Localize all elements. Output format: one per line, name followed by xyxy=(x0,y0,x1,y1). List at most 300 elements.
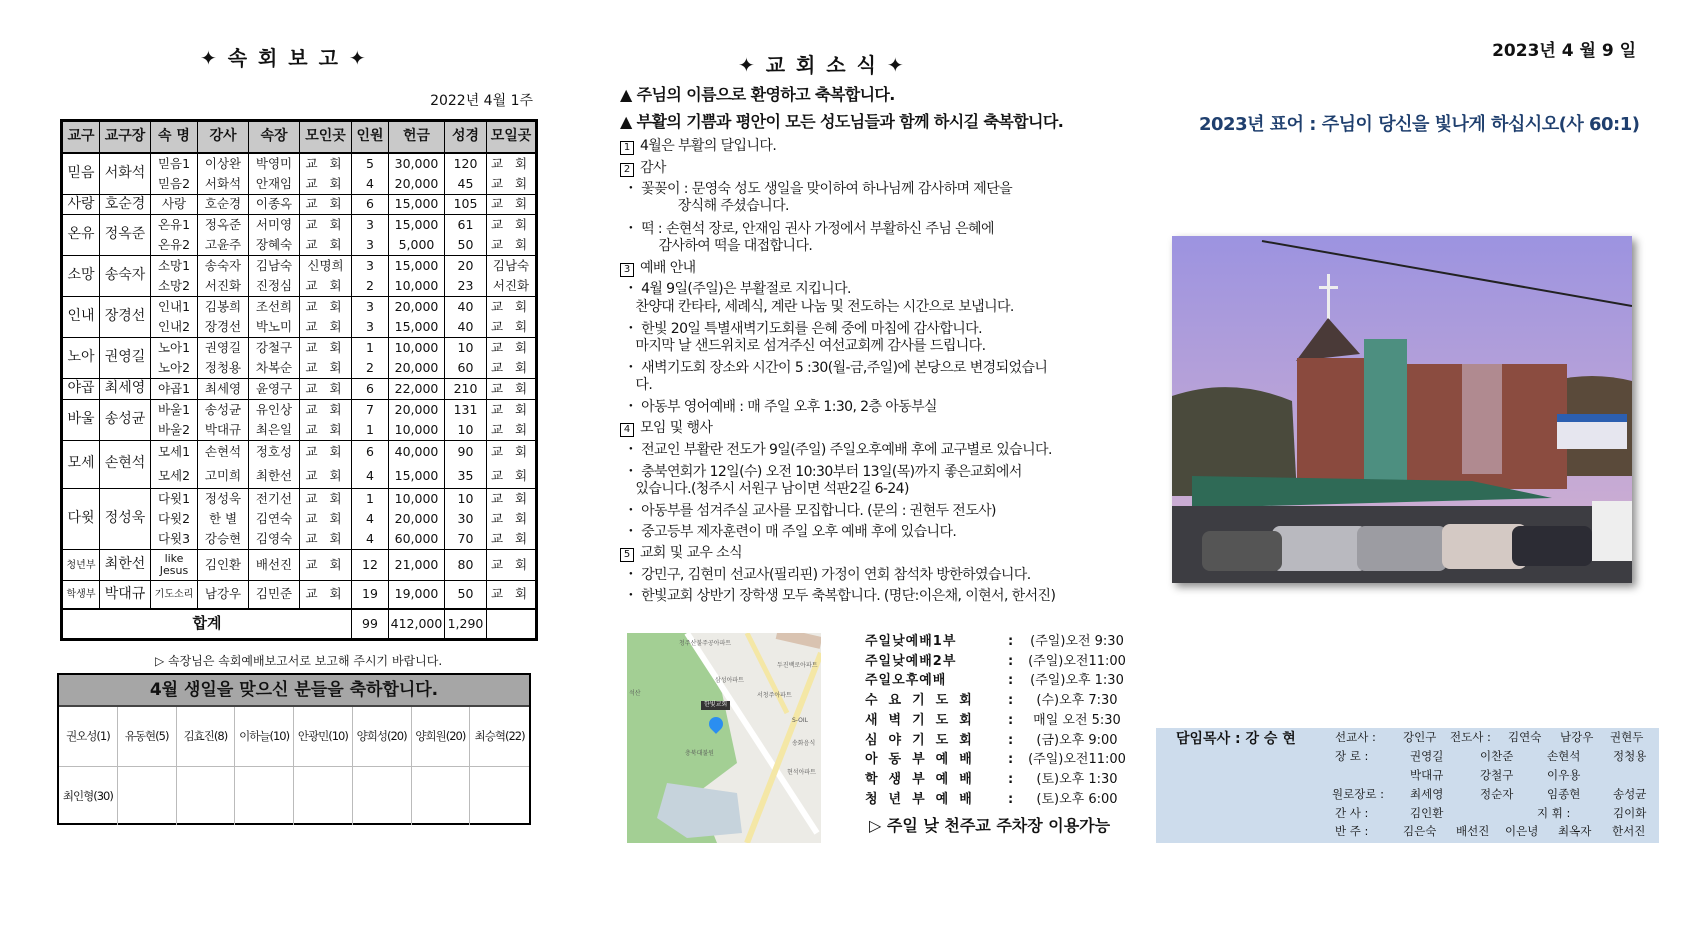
cell: 90 xyxy=(445,440,487,464)
cell: 40 xyxy=(445,297,487,318)
column-header: 교구장 xyxy=(100,121,151,154)
group-leader: 장경선 xyxy=(100,297,151,338)
news-line xyxy=(620,282,851,296)
section-number-box: 3 xyxy=(620,263,634,277)
news-line xyxy=(620,239,812,253)
cell: 정옥준 xyxy=(198,215,249,236)
cell: 20,000 xyxy=(389,174,445,195)
staff-entry: 권현두 xyxy=(1610,730,1644,744)
cell: 교 회 xyxy=(300,317,352,338)
news-line xyxy=(620,300,1014,314)
cell: 고윤주 xyxy=(198,235,249,256)
news-text: ・ 중고등부 제자훈련이 매 주일 오후 예배 후에 있습니다. xyxy=(620,524,957,540)
cell: 20,000 xyxy=(389,358,445,379)
news-line xyxy=(620,199,789,213)
news-text: ・ 아동부 영어예배 : 매 주일 오후 1:30, 2층 아동부실 xyxy=(620,399,937,415)
column-header: 인원 xyxy=(352,121,389,154)
cell: 전기선 xyxy=(249,488,300,509)
group-leader: 손현석 xyxy=(100,440,151,488)
cell: 기도소리 xyxy=(151,581,198,609)
cell: 교 회 xyxy=(300,276,352,297)
cell: 한 별 xyxy=(198,509,249,530)
group-leader: 송숙자 xyxy=(100,256,151,297)
cell: 19,000 xyxy=(389,581,445,609)
cell: 김남숙 xyxy=(249,256,300,277)
cell: 안재임 xyxy=(249,174,300,195)
cell: 교 회 xyxy=(300,174,352,195)
cell: 최세영 xyxy=(198,379,249,400)
news-text: 장식해 주셨습니다. xyxy=(620,198,789,214)
schedule-label: 수요기도회 xyxy=(865,693,983,709)
report-note: ▷ 속장님은 속회예배보고서로 보고해 주시기 바랍니다. xyxy=(155,654,443,668)
section-number-box: 2 xyxy=(620,163,634,177)
cell: 박영미 xyxy=(249,153,300,174)
schedule-label: 주일오후예배 xyxy=(865,673,947,689)
staff-entry: 원로장로 : xyxy=(1332,787,1384,801)
cell: 송성균 xyxy=(198,399,249,420)
cell: 교 회 xyxy=(300,235,352,256)
cell: 교 회 xyxy=(300,464,352,488)
cell: 교 회 xyxy=(300,581,352,609)
cell: 210 xyxy=(445,379,487,400)
cell: 60 xyxy=(445,358,487,379)
cell: 소망2 xyxy=(151,276,198,297)
cell: 노아1 xyxy=(151,338,198,359)
bulletin-date: 2023년 4 월 9 일 xyxy=(1492,41,1636,61)
cell: 2 xyxy=(352,358,389,379)
cell: 사랑 xyxy=(151,194,198,215)
cell: 15,000 xyxy=(389,317,445,338)
news-text: ・ 아동부를 섬겨주실 교사를 모집합니다. (문의 : 권현두 전도사) xyxy=(620,503,996,519)
schedule-row xyxy=(865,655,1135,670)
schedule-row xyxy=(865,773,1135,788)
map-label: 현석아파트 xyxy=(787,769,816,776)
birthday-grid xyxy=(59,707,529,825)
news-text: 교회 및 교우 소식 xyxy=(640,545,743,561)
news-text: ・ 한빛교회 상반기 장학생 모두 축복합니다. (명단:이은채, 이현서, 한서진) xyxy=(620,588,1056,604)
staff-entry: 강인구 xyxy=(1403,730,1437,744)
cell: 20,000 xyxy=(389,297,445,318)
group-leader: 정옥준 xyxy=(100,215,151,256)
cell: 정성욱 xyxy=(198,488,249,509)
cell: 김영숙 xyxy=(249,529,300,550)
map-label: 송화음식 xyxy=(792,740,816,747)
total-members: 99 xyxy=(352,609,389,640)
news-line xyxy=(620,114,1063,130)
cell: 10 xyxy=(445,338,487,359)
church-building-image xyxy=(1172,236,1632,583)
cell: 7 xyxy=(352,399,389,420)
news-text: ・ 새벽기도회 장소와 시간이 5 :30(월-금,주일)에 본당으로 변경되었습니 xyxy=(620,360,1048,376)
cell: 30,000 xyxy=(389,153,445,174)
cell: 35 xyxy=(445,464,487,488)
cell: 4 xyxy=(352,174,389,195)
news-line xyxy=(620,421,712,437)
cell: 1 xyxy=(352,338,389,359)
map-marker-label: 한빛교회 xyxy=(701,701,730,710)
map-label: 서청주아파트 xyxy=(757,692,792,699)
birthday-cell xyxy=(353,767,412,825)
news-text: ・ 4월 9일(주일)은 부활절로 지킵니다. xyxy=(620,281,851,297)
schedule-time: (주일)오전11:00 xyxy=(1028,752,1126,768)
staff-entry: 정순자 xyxy=(1480,787,1514,801)
birthday-cell: 양희원(20) xyxy=(412,707,471,767)
group-leader: 송성균 xyxy=(100,399,151,440)
cell: 교 회 xyxy=(487,509,537,530)
birthday-cell: 양희성(20) xyxy=(353,707,412,767)
staff-entry: 김인환 xyxy=(1410,806,1444,820)
group-name: 사랑 xyxy=(62,194,100,215)
cell: 정호성 xyxy=(249,440,300,464)
news-line xyxy=(620,182,1012,196)
cell: 6 xyxy=(352,440,389,464)
cell: 정청용 xyxy=(198,358,249,379)
table-row xyxy=(62,194,537,215)
news-line xyxy=(620,568,1031,582)
table-row xyxy=(62,379,537,400)
cell: 이상완 xyxy=(198,153,249,174)
cell: 교 회 xyxy=(487,529,537,550)
cell: 10 xyxy=(445,488,487,509)
column-header: 속 명 xyxy=(151,121,198,154)
schedule-time: (수)오후 7:30 xyxy=(1036,693,1118,709)
group-leader: 호순경 xyxy=(100,194,151,215)
report-title: ✦ 속 회 보 고 ✦ xyxy=(200,46,368,70)
table-row xyxy=(62,440,537,464)
total-empty xyxy=(487,609,537,640)
schedule-colon: : xyxy=(1008,712,1014,728)
cell: 조선희 xyxy=(249,297,300,318)
staff-entry: 한서진 xyxy=(1612,824,1646,838)
group-name: 인내 xyxy=(62,297,100,338)
staff-entry: 반 주 : xyxy=(1335,824,1369,838)
cell: 4 xyxy=(352,529,389,550)
cell: 교 회 xyxy=(487,235,537,256)
schedule-time: (주일)오전 9:30 xyxy=(1030,634,1124,649)
cell: 교 회 xyxy=(300,550,352,581)
report-period: 2022년 4월 1주 xyxy=(430,93,533,109)
cell: 교 회 xyxy=(487,153,537,174)
birthday-cell xyxy=(412,767,471,825)
cell: 교 회 xyxy=(300,509,352,530)
cell: 고미희 xyxy=(198,464,249,488)
yearly-motto: 2023년 표어 : 주님이 당신을 빛나게 하십시오(사 60:1) xyxy=(1199,114,1640,135)
cell: 교 회 xyxy=(300,153,352,174)
birthday-cell: 최인형(30) xyxy=(59,767,118,825)
cell: 바울1 xyxy=(151,399,198,420)
cell: like Jesus xyxy=(151,550,198,581)
schedule-row xyxy=(865,635,1135,650)
map-label: 석산 xyxy=(629,690,641,697)
cell: 105 xyxy=(445,194,487,215)
news-line xyxy=(620,400,937,414)
schedule-label: 심야기도회 xyxy=(865,732,983,748)
group-name: 믿음 xyxy=(62,153,100,194)
cell: 강철구 xyxy=(249,338,300,359)
table-row xyxy=(62,399,537,420)
schedule-time: (주일)오후 1:30 xyxy=(1030,673,1124,689)
cell: 교 회 xyxy=(300,215,352,236)
cell: 유인상 xyxy=(249,399,300,420)
group-name: 다윗 xyxy=(62,488,100,550)
cell: 인내2 xyxy=(151,317,198,338)
table-header-row xyxy=(62,121,537,154)
news-text: 다. xyxy=(620,377,653,393)
group-name: 모세 xyxy=(62,440,100,488)
senior-pastor: 담임목사 : 강 승 현 xyxy=(1176,731,1296,747)
cell: 교 회 xyxy=(487,399,537,420)
group-leader: 박대규 xyxy=(100,581,151,609)
staff-entry: 강철구 xyxy=(1480,768,1514,782)
group-name: 학생부 xyxy=(62,581,100,609)
cell: 10,000 xyxy=(389,338,445,359)
schedule-label: 주일낮예배1부 xyxy=(865,634,957,649)
cell: 교 회 xyxy=(300,399,352,420)
cell: 김인환 xyxy=(198,550,249,581)
column-header: 성경 xyxy=(445,121,487,154)
group-name: 바울 xyxy=(62,399,100,440)
news-line xyxy=(620,546,742,562)
cell: 20,000 xyxy=(389,399,445,420)
map-label: 충북대불원 xyxy=(685,750,714,757)
schedule-time: (금)오후 9:00 xyxy=(1036,732,1118,748)
group-name: 노아 xyxy=(62,338,100,379)
birthday-cell: 안광민(10) xyxy=(294,707,353,767)
news-line xyxy=(620,443,1052,457)
cell: 10 xyxy=(445,420,487,441)
cell: 23 xyxy=(445,276,487,297)
cell: 1 xyxy=(352,488,389,509)
cell: 교 회 xyxy=(487,174,537,195)
cell: 5 xyxy=(352,153,389,174)
church-map[interactable] xyxy=(627,633,821,843)
cell: 15,000 xyxy=(389,194,445,215)
cell: 80 xyxy=(445,550,487,581)
cell: 20 xyxy=(445,256,487,277)
cell: 남강우 xyxy=(198,581,249,609)
cell: 70 xyxy=(445,529,487,550)
news-text: ▲ 부활의 기쁨과 평안이 모든 성도님들과 함께 하시길 축복합니다. xyxy=(620,112,1064,131)
cell: 교 회 xyxy=(487,338,537,359)
cell: 믿음2 xyxy=(151,174,198,195)
staff-entry: 권영길 xyxy=(1410,749,1444,763)
column-header: 모인곳 xyxy=(300,121,352,154)
birthday-cell: 김효진(8) xyxy=(177,707,236,767)
birthday-cell xyxy=(470,767,529,825)
cell: 손현석 xyxy=(198,440,249,464)
cell: 15,000 xyxy=(389,215,445,236)
cell: 45 xyxy=(445,174,487,195)
news-line xyxy=(620,161,666,177)
schedule-label: 청년부예배 xyxy=(865,791,983,807)
cell: 박노미 xyxy=(249,317,300,338)
map-label: 삼성아파트 xyxy=(715,677,744,684)
column-header: 속장 xyxy=(249,121,300,154)
group-name: 소망 xyxy=(62,256,100,297)
cell: 모세2 xyxy=(151,464,198,488)
cell: 박대규 xyxy=(198,420,249,441)
news-text: 찬양대 칸타타, 세례식, 계란 나눔 및 전도하는 시간으로 보냅니다. xyxy=(620,299,1014,315)
news-line xyxy=(620,139,776,155)
cell: 온유2 xyxy=(151,235,198,256)
cell: 노아2 xyxy=(151,358,198,379)
staff-entry: 최세영 xyxy=(1410,787,1444,801)
birthday-cell xyxy=(235,767,294,825)
church-photo xyxy=(1172,236,1632,583)
birthday-cell xyxy=(294,767,353,825)
schedule-colon: : xyxy=(1008,771,1014,787)
cell: 교 회 xyxy=(300,379,352,400)
column-header: 헌금 xyxy=(389,121,445,154)
cell: 다윗1 xyxy=(151,488,198,509)
cell: 5,000 xyxy=(389,235,445,256)
cell: 모세1 xyxy=(151,440,198,464)
news-line xyxy=(620,339,985,353)
cell: 김연숙 xyxy=(249,509,300,530)
cell: 최한선 xyxy=(249,464,300,488)
news-text: ・ 강민구, 김현미 선교사(필리핀) 가정이 연회 참석차 방한하였습니다. xyxy=(620,567,1031,583)
cell: 50 xyxy=(445,581,487,609)
schedule-row xyxy=(865,674,1135,689)
cell: 서진화 xyxy=(198,276,249,297)
cell: 4 xyxy=(352,509,389,530)
news-text: 4월은 부활의 달입니다. xyxy=(640,138,777,154)
news-text: ・ 전교인 부활란 전도가 9일(주일) 주일오후예배 후에 교구별로 있습니다. xyxy=(620,442,1052,458)
table-row xyxy=(62,215,537,236)
staff-entry: 선교사 : xyxy=(1335,730,1376,744)
section-number-box: 1 xyxy=(620,141,634,155)
staff-entry: 남강우 xyxy=(1560,730,1594,744)
column-header: 모일곳 xyxy=(487,121,537,154)
cell: 15,000 xyxy=(389,256,445,277)
news-text: ▲ 주님의 이름으로 환영하고 축복합니다. xyxy=(620,85,895,104)
news-line xyxy=(620,589,1055,603)
cell: 60,000 xyxy=(389,529,445,550)
table-row xyxy=(62,297,537,318)
schedule-label: 학생부예배 xyxy=(865,771,983,787)
cell: 김남숙 xyxy=(487,256,537,277)
schedule-row xyxy=(865,734,1135,749)
news-text: 감사 xyxy=(640,160,666,176)
cell: 6 xyxy=(352,379,389,400)
staff-entry: 전도사 : xyxy=(1450,730,1491,744)
staff-entry: 정청용 xyxy=(1613,749,1647,763)
cell: 3 xyxy=(352,317,389,338)
cell: 교 회 xyxy=(487,358,537,379)
staff-entry: 김연숙 xyxy=(1508,730,1542,744)
news-text: ・ 한빛 20일 특별새벽기도회를 은혜 중에 마침에 감사합니다. xyxy=(620,321,982,337)
schedule-colon: : xyxy=(1008,693,1014,709)
cell: 서화석 xyxy=(198,174,249,195)
schedule-colon: : xyxy=(1008,732,1014,748)
cell: 10,000 xyxy=(389,276,445,297)
map-label: S-OIL xyxy=(792,717,808,724)
news-line xyxy=(620,378,652,392)
table-row xyxy=(62,488,537,509)
news-text: 마지막 날 샌드위치로 섬겨주신 여선교회께 감사를 드립니다. xyxy=(620,338,986,354)
cell: 6 xyxy=(352,194,389,215)
schedule-colon: : xyxy=(1008,752,1014,768)
birthday-title: 4월 생일을 맞으신 분들을 축하합니다. xyxy=(59,675,529,707)
cell: 강승현 xyxy=(198,529,249,550)
birthday-cell: 유동현(5) xyxy=(118,707,177,767)
schedule-colon: : xyxy=(1008,673,1014,689)
cell: 김봉희 xyxy=(198,297,249,318)
cell: 19 xyxy=(352,581,389,609)
cell: 교 회 xyxy=(300,529,352,550)
cell: 22,000 xyxy=(389,379,445,400)
cell: 윤영구 xyxy=(249,379,300,400)
cell: 배선진 xyxy=(249,550,300,581)
table-row xyxy=(62,581,537,609)
cell: 교 회 xyxy=(487,581,537,609)
report-table xyxy=(60,119,538,641)
cell: 교 회 xyxy=(487,420,537,441)
staff-entry: 최옥자 xyxy=(1558,824,1592,838)
news-line xyxy=(620,222,994,236)
cell: 20,000 xyxy=(389,509,445,530)
schedule-time: 매일 오전 5:30 xyxy=(1033,712,1121,728)
cell: 교 회 xyxy=(487,379,537,400)
cell: 인내1 xyxy=(151,297,198,318)
cell: 소망1 xyxy=(151,256,198,277)
cell: 교 회 xyxy=(300,488,352,509)
staff-entry: 배선진 xyxy=(1456,824,1490,838)
schedule-row xyxy=(865,793,1135,808)
birthday-cell xyxy=(118,767,177,825)
cell: 21,000 xyxy=(389,550,445,581)
cell: 다윗3 xyxy=(151,529,198,550)
staff-entry: 이찬준 xyxy=(1480,749,1514,763)
cell: 131 xyxy=(445,399,487,420)
schedule-time: (토)오후 6:00 xyxy=(1036,791,1118,807)
group-leader: 권영길 xyxy=(100,338,151,379)
staff-entry: 장 로 : xyxy=(1335,749,1369,763)
cell: 120 xyxy=(445,153,487,174)
schedule-row xyxy=(865,753,1135,768)
news-line xyxy=(620,261,696,277)
cell: 권영길 xyxy=(198,338,249,359)
group-name: 야곱 xyxy=(62,379,100,400)
schedule-label: 주일낮예배2부 xyxy=(865,653,957,669)
cell: 50 xyxy=(445,235,487,256)
staff-entry: 김은숙 xyxy=(1403,824,1437,838)
group-name: 청년부 xyxy=(62,550,100,581)
cell: 2 xyxy=(352,276,389,297)
cell: 3 xyxy=(352,215,389,236)
birthday-cell xyxy=(177,767,236,825)
cell: 15,000 xyxy=(389,464,445,488)
cell: 믿음1 xyxy=(151,153,198,174)
birthday-cell: 권오성(1) xyxy=(59,707,118,767)
cell: 40 xyxy=(445,317,487,338)
birthday-cell: 최승혁(22) xyxy=(470,707,529,767)
staff-entry: 김이화 xyxy=(1613,806,1647,820)
cell: 교 회 xyxy=(300,297,352,318)
cell: 교 회 xyxy=(487,215,537,236)
schedule-row xyxy=(865,694,1135,709)
cell: 장혜숙 xyxy=(249,235,300,256)
total-label: 합계 xyxy=(62,609,352,640)
section-number-box: 4 xyxy=(620,423,634,437)
schedule-label: 아동부예배 xyxy=(865,752,983,768)
cell: 송숙자 xyxy=(198,256,249,277)
cell: 3 xyxy=(352,256,389,277)
schedule-row xyxy=(865,714,1135,729)
cell: 서미영 xyxy=(249,215,300,236)
staff-entry: 지 휘 : xyxy=(1537,806,1571,820)
cell: 차복순 xyxy=(249,358,300,379)
